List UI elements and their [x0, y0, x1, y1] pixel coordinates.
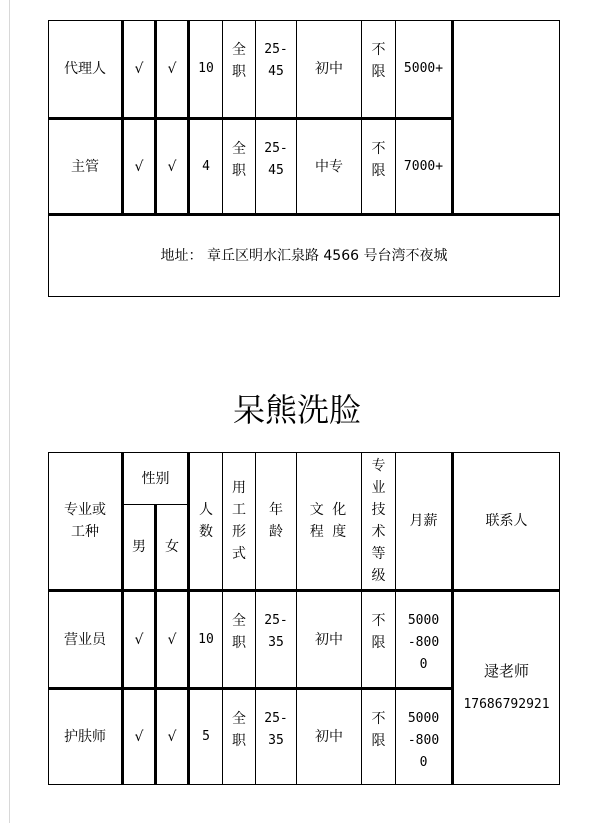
company-title: 呆熊洗脸 — [232, 391, 361, 429]
table-row — [49, 21, 560, 119]
type-cell: 全职 — [223, 119, 256, 215]
role-cell: 主管 — [49, 119, 123, 215]
type-cell: 全职 — [223, 689, 256, 785]
header-female: 女 — [156, 505, 189, 591]
table-row — [49, 591, 560, 689]
male-check: √ — [123, 119, 156, 215]
female-check: √ — [156, 119, 189, 215]
male-check: √ — [123, 689, 156, 785]
type-cell: 全职 — [223, 21, 256, 119]
job-table-2 — [48, 452, 560, 785]
count-cell: 5 — [189, 689, 223, 785]
contact-cell — [453, 591, 560, 785]
age-cell: 25-45 — [256, 119, 297, 215]
header-tech: 专业技术等级 — [362, 453, 396, 591]
role-cell: 营业员 — [49, 591, 123, 689]
male-check: √ — [123, 591, 156, 689]
tech-cell: 不限 — [362, 591, 396, 689]
count-cell: 4 — [189, 119, 223, 215]
job-table-1 — [48, 20, 560, 297]
contact-cell-empty — [453, 21, 560, 215]
header-salary: 月薪 — [396, 453, 453, 591]
count-cell: 10 — [189, 591, 223, 689]
role-cell: 护肤师 — [49, 689, 123, 785]
header-role: 专业或工种 — [49, 453, 123, 591]
edu-cell: 初中 — [297, 689, 362, 785]
header-gender: 性别 — [123, 453, 189, 505]
header-row — [49, 453, 560, 505]
age-cell: 25-45 — [256, 21, 297, 119]
salary-cell: 5000-8000 — [396, 591, 453, 689]
salary-cell: 5000+ — [396, 21, 453, 119]
edu-cell: 初中 — [297, 591, 362, 689]
age-cell: 25-35 — [256, 689, 297, 785]
header-male: 男 — [123, 505, 156, 591]
address-text: 地址： 章丘区明水汇泉路 4566 号台湾不夜城 — [49, 215, 560, 297]
tech-cell: 不限 — [362, 119, 396, 215]
female-check: √ — [156, 21, 189, 119]
header-age: 年龄 — [256, 453, 297, 591]
role-cell: 代理人 — [49, 21, 123, 119]
contact-phone: 17686792921 — [463, 697, 550, 712]
type-cell: 全职 — [223, 591, 256, 689]
address-row — [49, 215, 560, 297]
count-cell: 10 — [189, 21, 223, 119]
contact-name: 逯老师 — [483, 662, 529, 680]
salary-cell: 5000-8000 — [396, 689, 453, 785]
edu-cell: 中专 — [297, 119, 362, 215]
age-cell: 25-35 — [256, 591, 297, 689]
female-check: √ — [156, 591, 189, 689]
header-contact: 联系人 — [453, 453, 560, 591]
salary-cell: 7000+ — [396, 119, 453, 215]
tech-cell: 不限 — [362, 21, 396, 119]
male-check: √ — [123, 21, 156, 119]
tech-cell: 不限 — [362, 689, 396, 785]
female-check: √ — [156, 689, 189, 785]
header-edu: 文 化 程 度 — [297, 453, 362, 591]
header-count: 人数 — [189, 453, 223, 591]
header-type: 用工形式 — [223, 453, 256, 591]
edu-cell: 初中 — [297, 21, 362, 119]
